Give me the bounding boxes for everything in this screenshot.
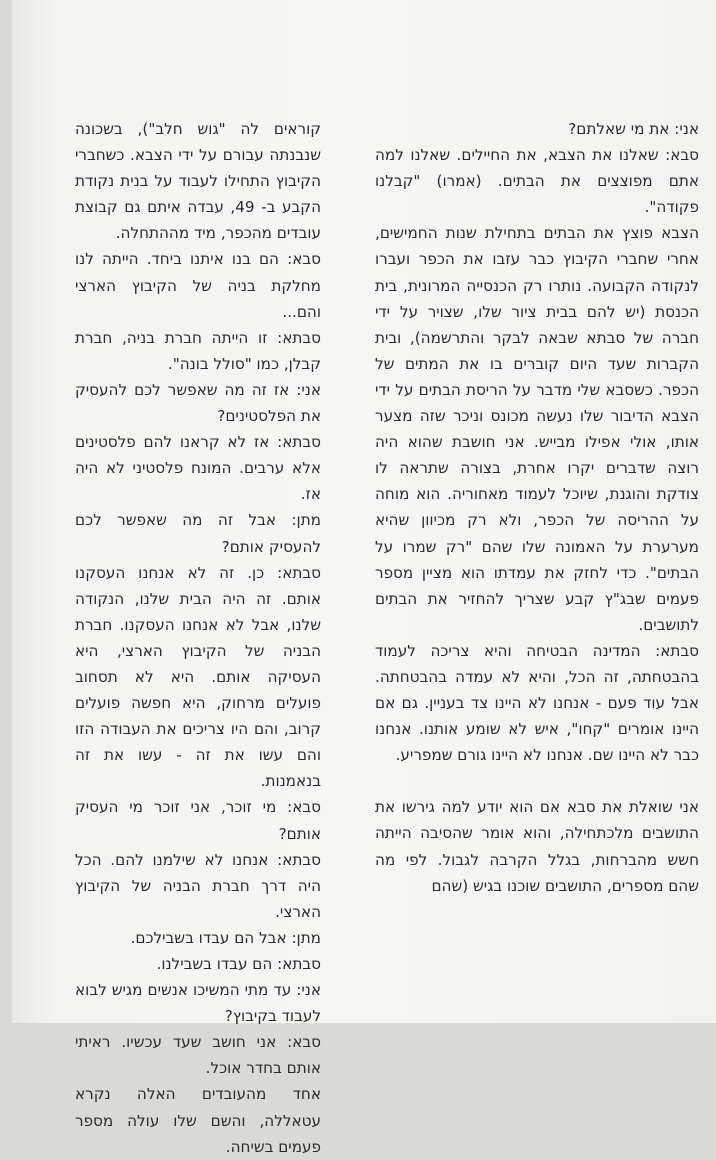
- paragraph: אני: אז זה מה שאפשר לכם להעסיק את הפלסטינים?: [75, 380, 321, 426]
- paragraph: סבתא: כן. זה לא אנחנו העסקנו אותם. זה היה הבית שלנו, הנקודה שלנו, אבל לא אנחנו העסקנו. חברת הבניה של הקיבוץ הארצי, היא העסיקה אותם. היא לא תסחוב פועלים מרחוק, היא חפשה פועלים קרוב, והם היו צריכים את העבודה הזו והם עשו את זה - עשו את זה בנאמנות.: [75, 563, 321, 791]
- paragraph: אחד מהעובדים האלה נקרא עטאללה, והשם שלו עולה מספר פעמים בשיחה.: [75, 1085, 321, 1156]
- paragraph: סבא: אני חושב שעד עכשיו. ראיתי אותם בחדר אוכל.: [75, 1033, 321, 1078]
- paragraph: אני: עד מתי המשיכו אנשים מגיש לבוא לעבוד בקיבוץ?: [75, 981, 321, 1026]
- paragraph: סבתא: אז לא קראנו להם פלסטינים אלא ערבים. המונח פלסטיני לא היה אז.: [75, 433, 321, 504]
- paragraph: סבתא: המדינה הבטיחה והיא צריכה לעמוד בהבטחתה, זה הכל, והיא לא עמדה בהבטחתה. אבל עוד פעם - אנחנו לא היינו צד בעניין. גם אם היינו אומרים "קחו", איש לא שומע אותנו. אנחנו כבר לא היינו שם. אנחנו לא היינו גורם שמפריע.: [375, 641, 699, 765]
- paragraph-gap: [375, 768, 699, 794]
- paragraph: מתן: אבל הם עבדו בשבילכם.: [130, 928, 321, 947]
- paragraph: סבתא: זו הייתה חברת בניה, חברת קבלן, כמו "סולל בונה".: [75, 328, 321, 373]
- paragraph: הצבא פוצץ את הבתים בתחילת שנות החמישים, אחרי שחברי הקיבוץ כבר עזבו את הכפר ועברו לנקודה הקבועה. נותרו רק הכנסייה המרונית, בית הכנסת (יש להם בבית ציור שלו, שצויר על ידי חברה של סבתא שבאה לבקר והתרשמה), ובית הקברות שעד היום קוברים בו את המתים של הכפר. כשסבא שלי מדבר על הריסת הבתים על ידי הצבא הדיבור שלו נעשה מכונס וניכר שזה מצער אותו, אולי אפילו מבייש. אני חושבת שהוא היה רוצה שדברים יקרו אחרת, בצורה שתראה לו צודקת והוגנת, שיוכל לעמוד מאחוריה. הוא מוחה על ההריסה של הכפר, ולא רק מכיוון שהיא מערערת על האמונה שלו שהם "רק שמרו על הבתים". כדי לחזק את עמדתו הוא מציין מספר פעמים שבג"ץ קבע שצריך להחזיר את הבתים לתושבים.: [375, 224, 699, 634]
- paragraph: סבא: מי זוכר, אני זוכר מי העסיק אותם?: [75, 798, 321, 843]
- left-column: [75, 116, 321, 1160]
- paragraph: סבתא: אנחנו לא שילמנו להם. הכל היה דרך חברת הבניה של הקיבוץ הארצי.: [75, 850, 321, 921]
- paragraph: סבתא: הם עבדו בשבילנו.: [156, 955, 321, 973]
- paragraph: סבא: שאלנו את הצבא, את החיילים. שאלנו למה אתם מפוצצים את הבתים. (אמרו) "קבלנו פקודה".: [375, 146, 699, 217]
- paragraph: מתן: אבל זה מה שאפשר לכם להעסיק אותם?: [75, 511, 321, 556]
- paragraph: אני שואלת את סבא אם הוא יודע למה גירשו את התושבים מלכתחילה, והוא אומר שהסיבה הייתה חשש מהברחות, בגלל הקרבה לגבול. לפי מה שהם מספרים, התושבים שוכנו בגיש (שהם: [375, 798, 699, 895]
- right-column: [375, 116, 699, 899]
- paragraph: סבא: הם בנו איתנו ביחד. הייתה לנו מחלקת בניה של הקיבוץ הארצי והם...: [75, 250, 321, 321]
- paragraph: קוראים לה "גוש חלב"), בשכונה שנבנתה עבורם על ידי הצבא. כשחברי הקיבוץ התחילו לעבוד על בנית נקודת הקבע ב- 49, עבדה איתם גם קבוצת עובדים מהכפר, מיד מההתחלה.: [75, 120, 321, 243]
- paragraph: אני: את מי שאלתם?: [568, 120, 699, 138]
- document-page: [12, 0, 716, 1156]
